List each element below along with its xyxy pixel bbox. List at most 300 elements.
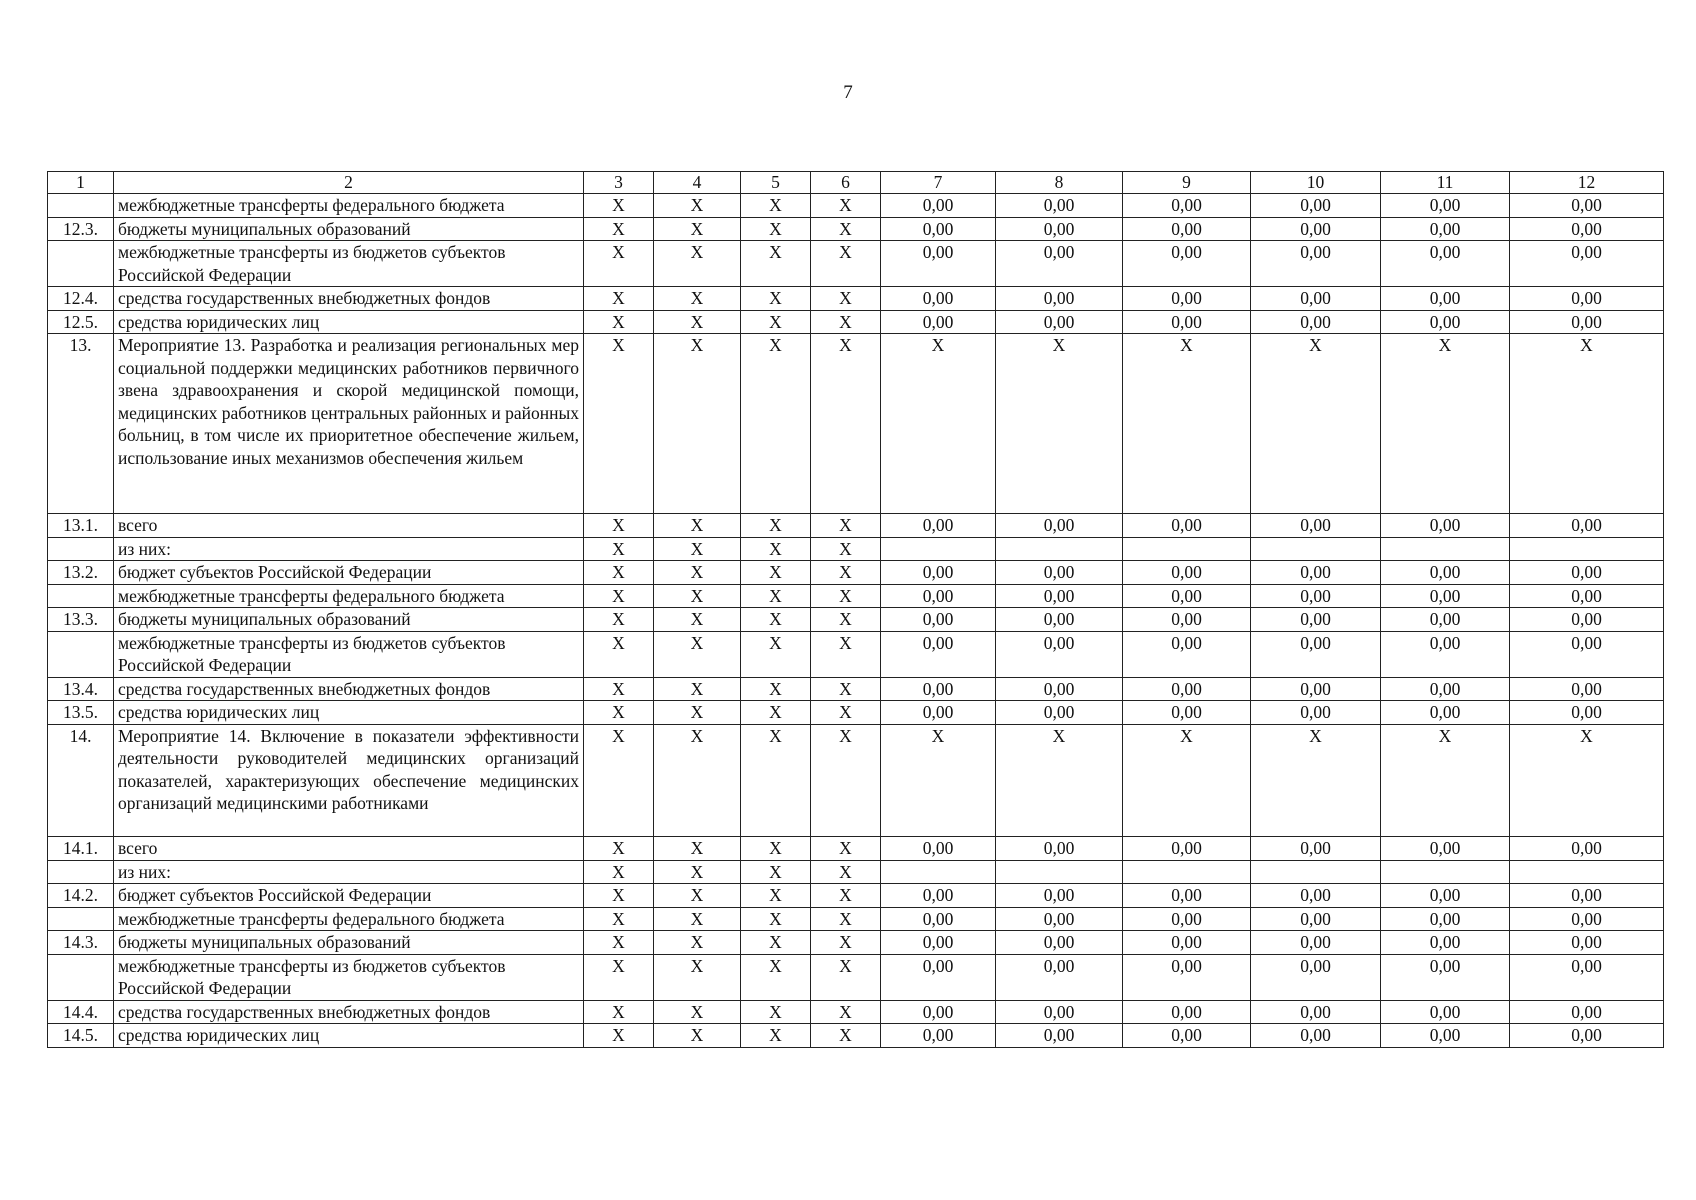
value-cell: X bbox=[811, 537, 881, 561]
value-cell: X bbox=[584, 561, 654, 585]
row-name-cell: межбюджетные трансферты из бюджетов субъектов Российской Федерации bbox=[114, 954, 584, 1000]
value-cell: X bbox=[811, 608, 881, 632]
column-number-cell: 10 bbox=[1251, 172, 1381, 194]
value-cell bbox=[996, 537, 1123, 561]
value-cell: X bbox=[741, 334, 811, 514]
value-cell: 0,00 bbox=[881, 561, 996, 585]
table-row bbox=[48, 931, 1664, 955]
row-name-cell: средства государственных внебюджетных фондов bbox=[114, 287, 584, 311]
value-cell: X bbox=[654, 537, 741, 561]
value-cell: 0,00 bbox=[996, 608, 1123, 632]
value-cell: X bbox=[811, 724, 881, 837]
column-number-cell: 3 bbox=[584, 172, 654, 194]
value-cell: 0,00 bbox=[1381, 954, 1510, 1000]
value-cell: X bbox=[741, 631, 811, 677]
value-cell: 0,00 bbox=[1510, 241, 1664, 287]
value-cell: X bbox=[811, 701, 881, 725]
value-cell: 0,00 bbox=[1123, 217, 1251, 241]
value-cell: 0,00 bbox=[996, 1024, 1123, 1048]
value-cell: X bbox=[584, 701, 654, 725]
table-row bbox=[48, 837, 1664, 861]
row-number-cell bbox=[48, 860, 114, 884]
value-cell: 0,00 bbox=[1123, 561, 1251, 585]
value-cell: 0,00 bbox=[1510, 677, 1664, 701]
row-number-cell: 13.2. bbox=[48, 561, 114, 585]
value-cell: 0,00 bbox=[1123, 1024, 1251, 1048]
row-name-cell: Мероприятие 13. Разработка и реализация региональных мер социальной поддержки медицинских работников первичного звена здравоохранения и скорой медицинской помощи, медицинских работников центральных районных и районных больниц, в том числе их приоритетное обеспечение жильем, использование иных механизмов обеспечения жильем bbox=[114, 334, 584, 514]
page-number: 7 bbox=[843, 82, 853, 103]
column-number-cell: 1 bbox=[48, 172, 114, 194]
value-cell: 0,00 bbox=[1251, 584, 1381, 608]
row-name-cell: межбюджетные трансферты из бюджетов субъектов Российской Федерации bbox=[114, 241, 584, 287]
value-cell: 0,00 bbox=[996, 631, 1123, 677]
value-cell: 0,00 bbox=[1123, 241, 1251, 287]
value-cell: X bbox=[654, 954, 741, 1000]
column-number-row bbox=[48, 172, 1664, 194]
value-cell: 0,00 bbox=[881, 907, 996, 931]
row-number-cell bbox=[48, 537, 114, 561]
value-cell: X bbox=[654, 514, 741, 538]
value-cell: X bbox=[741, 677, 811, 701]
value-cell: X bbox=[741, 724, 811, 837]
value-cell: 0,00 bbox=[1381, 1000, 1510, 1024]
value-cell: 0,00 bbox=[996, 931, 1123, 955]
table-body bbox=[48, 172, 1664, 1048]
value-cell: 0,00 bbox=[1123, 310, 1251, 334]
row-name-cell: межбюджетные трансферты федерального бюджета bbox=[114, 194, 584, 218]
table-row bbox=[48, 514, 1664, 538]
value-cell: X bbox=[1381, 334, 1510, 514]
value-cell: X bbox=[741, 837, 811, 861]
value-cell: 0,00 bbox=[996, 561, 1123, 585]
value-cell: X bbox=[811, 334, 881, 514]
row-name-cell: бюджет субъектов Российской Федерации bbox=[114, 884, 584, 908]
value-cell: X bbox=[584, 860, 654, 884]
value-cell: X bbox=[741, 860, 811, 884]
value-cell: X bbox=[654, 584, 741, 608]
table-row bbox=[48, 287, 1664, 311]
value-cell: X bbox=[811, 677, 881, 701]
column-number-cell: 2 bbox=[114, 172, 584, 194]
value-cell: X bbox=[654, 194, 741, 218]
value-cell bbox=[1123, 860, 1251, 884]
table-row bbox=[48, 907, 1664, 931]
value-cell: X bbox=[1510, 334, 1664, 514]
row-name-cell: Мероприятие 14. Включение в показатели эффективности деятельности руководителей медицинских организаций показателей, характеризующих обеспечение медицинских организаций медицинскими работниками bbox=[114, 724, 584, 837]
value-cell: 0,00 bbox=[1381, 931, 1510, 955]
value-cell: 0,00 bbox=[1123, 584, 1251, 608]
value-cell: 0,00 bbox=[1381, 907, 1510, 931]
value-cell: X bbox=[741, 537, 811, 561]
value-cell: X bbox=[741, 217, 811, 241]
value-cell: X bbox=[741, 1000, 811, 1024]
value-cell: X bbox=[741, 954, 811, 1000]
value-cell: 0,00 bbox=[1381, 217, 1510, 241]
value-cell: 0,00 bbox=[881, 1024, 996, 1048]
value-cell: 0,00 bbox=[1510, 561, 1664, 585]
table-row bbox=[48, 724, 1664, 837]
value-cell: 0,00 bbox=[881, 884, 996, 908]
value-cell: 0,00 bbox=[996, 310, 1123, 334]
value-cell: 0,00 bbox=[996, 677, 1123, 701]
value-cell: X bbox=[811, 907, 881, 931]
column-number-cell: 5 bbox=[741, 172, 811, 194]
value-cell: X bbox=[654, 860, 741, 884]
value-cell: X bbox=[584, 631, 654, 677]
column-number-cell: 7 bbox=[881, 172, 996, 194]
value-cell: 0,00 bbox=[1123, 884, 1251, 908]
value-cell: 0,00 bbox=[1510, 1000, 1664, 1024]
value-cell: 0,00 bbox=[1381, 310, 1510, 334]
value-cell: X bbox=[584, 884, 654, 908]
value-cell: 0,00 bbox=[1381, 884, 1510, 908]
value-cell: X bbox=[654, 287, 741, 311]
value-cell: 0,00 bbox=[1251, 1000, 1381, 1024]
value-cell: X bbox=[654, 608, 741, 632]
value-cell: X bbox=[654, 677, 741, 701]
value-cell: X bbox=[1381, 724, 1510, 837]
row-number-cell: 14.3. bbox=[48, 931, 114, 955]
value-cell: X bbox=[811, 860, 881, 884]
table-row bbox=[48, 217, 1664, 241]
row-number-cell bbox=[48, 194, 114, 218]
value-cell: 0,00 bbox=[1381, 608, 1510, 632]
value-cell: 0,00 bbox=[1510, 954, 1664, 1000]
value-cell: X bbox=[996, 724, 1123, 837]
value-cell: 0,00 bbox=[1381, 584, 1510, 608]
table-row bbox=[48, 701, 1664, 725]
value-cell: 0,00 bbox=[1251, 884, 1381, 908]
value-cell: 0,00 bbox=[1123, 907, 1251, 931]
value-cell: 0,00 bbox=[881, 954, 996, 1000]
value-cell: 0,00 bbox=[1123, 954, 1251, 1000]
value-cell: 0,00 bbox=[1251, 514, 1381, 538]
value-cell: 0,00 bbox=[1510, 837, 1664, 861]
value-cell: 0,00 bbox=[1381, 677, 1510, 701]
column-number-cell: 4 bbox=[654, 172, 741, 194]
value-cell: X bbox=[741, 514, 811, 538]
value-cell: 0,00 bbox=[996, 241, 1123, 287]
value-cell: X bbox=[741, 1024, 811, 1048]
value-cell: 0,00 bbox=[1510, 514, 1664, 538]
value-cell: X bbox=[584, 677, 654, 701]
column-number-cell: 11 bbox=[1381, 172, 1510, 194]
value-cell: 0,00 bbox=[1251, 1024, 1381, 1048]
value-cell: 0,00 bbox=[881, 217, 996, 241]
value-cell bbox=[1251, 860, 1381, 884]
value-cell: 0,00 bbox=[881, 1000, 996, 1024]
value-cell: X bbox=[654, 907, 741, 931]
value-cell: 0,00 bbox=[1510, 701, 1664, 725]
value-cell: X bbox=[811, 241, 881, 287]
value-cell: 0,00 bbox=[881, 584, 996, 608]
row-name-cell: всего bbox=[114, 514, 584, 538]
value-cell: 0,00 bbox=[1381, 837, 1510, 861]
value-cell: 0,00 bbox=[996, 907, 1123, 931]
value-cell: X bbox=[584, 537, 654, 561]
value-cell: 0,00 bbox=[996, 837, 1123, 861]
value-cell: 0,00 bbox=[1251, 241, 1381, 287]
value-cell: X bbox=[584, 907, 654, 931]
value-cell: X bbox=[741, 608, 811, 632]
value-cell bbox=[881, 537, 996, 561]
value-cell: X bbox=[654, 1024, 741, 1048]
table-row bbox=[48, 860, 1664, 884]
row-name-cell: средства государственных внебюджетных фондов bbox=[114, 677, 584, 701]
value-cell: 0,00 bbox=[1381, 194, 1510, 218]
value-cell: X bbox=[1123, 724, 1251, 837]
value-cell: X bbox=[654, 561, 741, 585]
row-name-cell: средства юридических лиц bbox=[114, 310, 584, 334]
value-cell: X bbox=[654, 724, 741, 837]
value-cell: X bbox=[1251, 334, 1381, 514]
value-cell: 0,00 bbox=[881, 631, 996, 677]
row-name-cell: средства юридических лиц bbox=[114, 701, 584, 725]
value-cell: 0,00 bbox=[996, 701, 1123, 725]
value-cell: 0,00 bbox=[881, 608, 996, 632]
value-cell: 0,00 bbox=[1510, 310, 1664, 334]
value-cell: 0,00 bbox=[1251, 310, 1381, 334]
value-cell: 0,00 bbox=[1251, 608, 1381, 632]
table-row bbox=[48, 561, 1664, 585]
value-cell: 0,00 bbox=[881, 837, 996, 861]
table-row bbox=[48, 631, 1664, 677]
value-cell: X bbox=[654, 931, 741, 955]
value-cell: X bbox=[584, 608, 654, 632]
value-cell: 0,00 bbox=[996, 1000, 1123, 1024]
row-name-cell: из них: bbox=[114, 860, 584, 884]
value-cell: X bbox=[811, 954, 881, 1000]
value-cell: 0,00 bbox=[1123, 608, 1251, 632]
row-name-cell: бюджеты муниципальных образований bbox=[114, 931, 584, 955]
row-number-cell bbox=[48, 584, 114, 608]
row-number-cell: 14.4. bbox=[48, 1000, 114, 1024]
value-cell: X bbox=[741, 701, 811, 725]
value-cell: 0,00 bbox=[996, 584, 1123, 608]
value-cell: 0,00 bbox=[1251, 677, 1381, 701]
value-cell: 0,00 bbox=[1381, 241, 1510, 287]
table-row bbox=[48, 1024, 1664, 1048]
table-row bbox=[48, 584, 1664, 608]
value-cell: X bbox=[654, 1000, 741, 1024]
value-cell bbox=[1510, 860, 1664, 884]
value-cell: 0,00 bbox=[996, 884, 1123, 908]
value-cell: 0,00 bbox=[1510, 907, 1664, 931]
value-cell: X bbox=[654, 310, 741, 334]
table-row bbox=[48, 608, 1664, 632]
value-cell: X bbox=[811, 310, 881, 334]
value-cell: 0,00 bbox=[1251, 837, 1381, 861]
value-cell: 0,00 bbox=[881, 677, 996, 701]
row-number-cell: 13. bbox=[48, 334, 114, 514]
value-cell: 0,00 bbox=[1510, 194, 1664, 218]
budget-table bbox=[47, 171, 1664, 1048]
value-cell: 0,00 bbox=[1251, 561, 1381, 585]
value-cell: X bbox=[811, 217, 881, 241]
value-cell: X bbox=[654, 701, 741, 725]
value-cell: 0,00 bbox=[1510, 217, 1664, 241]
value-cell: 0,00 bbox=[1251, 287, 1381, 311]
value-cell: 0,00 bbox=[881, 931, 996, 955]
value-cell: 0,00 bbox=[1381, 514, 1510, 538]
row-number-cell bbox=[48, 631, 114, 677]
column-number-cell: 6 bbox=[811, 172, 881, 194]
value-cell: X bbox=[811, 514, 881, 538]
value-cell: 0,00 bbox=[1510, 1024, 1664, 1048]
value-cell: 0,00 bbox=[1510, 631, 1664, 677]
value-cell: X bbox=[584, 724, 654, 837]
value-cell: X bbox=[811, 287, 881, 311]
value-cell bbox=[996, 860, 1123, 884]
value-cell: 0,00 bbox=[881, 241, 996, 287]
value-cell: 0,00 bbox=[1123, 631, 1251, 677]
value-cell: 0,00 bbox=[1251, 631, 1381, 677]
value-cell: 0,00 bbox=[1381, 1024, 1510, 1048]
value-cell: 0,00 bbox=[1381, 561, 1510, 585]
table-row bbox=[48, 677, 1664, 701]
value-cell: X bbox=[584, 514, 654, 538]
row-number-cell bbox=[48, 954, 114, 1000]
value-cell: 0,00 bbox=[881, 194, 996, 218]
value-cell bbox=[1510, 537, 1664, 561]
value-cell: 0,00 bbox=[881, 310, 996, 334]
value-cell: 0,00 bbox=[1251, 931, 1381, 955]
value-cell: X bbox=[584, 1000, 654, 1024]
value-cell bbox=[1251, 537, 1381, 561]
value-cell: X bbox=[996, 334, 1123, 514]
value-cell: 0,00 bbox=[1381, 701, 1510, 725]
row-number-cell: 13.5. bbox=[48, 701, 114, 725]
value-cell: X bbox=[741, 194, 811, 218]
value-cell: 0,00 bbox=[881, 287, 996, 311]
value-cell: 0,00 bbox=[1123, 1000, 1251, 1024]
value-cell: 0,00 bbox=[1123, 677, 1251, 701]
value-cell: 0,00 bbox=[996, 194, 1123, 218]
value-cell: 0,00 bbox=[1251, 217, 1381, 241]
value-cell: X bbox=[811, 837, 881, 861]
value-cell: 0,00 bbox=[996, 217, 1123, 241]
row-name-cell: средства юридических лиц bbox=[114, 1024, 584, 1048]
column-number-cell: 8 bbox=[996, 172, 1123, 194]
value-cell: 0,00 bbox=[1123, 287, 1251, 311]
value-cell: 0,00 bbox=[1510, 884, 1664, 908]
value-cell: X bbox=[584, 1024, 654, 1048]
value-cell: 0,00 bbox=[1251, 194, 1381, 218]
value-cell: X bbox=[654, 241, 741, 287]
value-cell: X bbox=[584, 287, 654, 311]
row-number-cell: 12.3. bbox=[48, 217, 114, 241]
row-name-cell: межбюджетные трансферты федерального бюджета bbox=[114, 584, 584, 608]
value-cell bbox=[1381, 860, 1510, 884]
table-row bbox=[48, 334, 1664, 514]
value-cell: X bbox=[811, 884, 881, 908]
value-cell: 0,00 bbox=[1123, 701, 1251, 725]
value-cell: X bbox=[584, 584, 654, 608]
column-number-cell: 12 bbox=[1510, 172, 1664, 194]
value-cell: 0,00 bbox=[1123, 514, 1251, 538]
value-cell: X bbox=[1123, 334, 1251, 514]
row-name-cell: средства государственных внебюджетных фондов bbox=[114, 1000, 584, 1024]
row-number-cell bbox=[48, 241, 114, 287]
value-cell: 0,00 bbox=[1510, 287, 1664, 311]
row-number-cell: 13.3. bbox=[48, 608, 114, 632]
value-cell: X bbox=[654, 217, 741, 241]
value-cell: 0,00 bbox=[1123, 837, 1251, 861]
value-cell: 0,00 bbox=[1123, 931, 1251, 955]
row-number-cell: 14.2. bbox=[48, 884, 114, 908]
value-cell: X bbox=[584, 334, 654, 514]
value-cell: X bbox=[584, 217, 654, 241]
row-number-cell: 14.1. bbox=[48, 837, 114, 861]
value-cell: X bbox=[654, 631, 741, 677]
row-name-cell: всего bbox=[114, 837, 584, 861]
value-cell: X bbox=[811, 1000, 881, 1024]
value-cell: X bbox=[741, 310, 811, 334]
value-cell bbox=[1123, 537, 1251, 561]
value-cell: X bbox=[1251, 724, 1381, 837]
value-cell: X bbox=[881, 724, 996, 837]
table-row bbox=[48, 884, 1664, 908]
table-row bbox=[48, 1000, 1664, 1024]
row-name-cell: из них: bbox=[114, 537, 584, 561]
value-cell bbox=[1381, 537, 1510, 561]
row-number-cell: 14.5. bbox=[48, 1024, 114, 1048]
value-cell: X bbox=[741, 241, 811, 287]
value-cell: 0,00 bbox=[1381, 631, 1510, 677]
row-number-cell: 13.1. bbox=[48, 514, 114, 538]
value-cell: X bbox=[881, 334, 996, 514]
row-number-cell: 12.4. bbox=[48, 287, 114, 311]
value-cell: X bbox=[584, 194, 654, 218]
value-cell: X bbox=[741, 287, 811, 311]
value-cell: X bbox=[811, 584, 881, 608]
table-row bbox=[48, 194, 1664, 218]
row-number-cell: 12.5. bbox=[48, 310, 114, 334]
value-cell: X bbox=[811, 631, 881, 677]
row-number-cell bbox=[48, 907, 114, 931]
value-cell: 0,00 bbox=[1510, 931, 1664, 955]
value-cell: X bbox=[741, 584, 811, 608]
row-name-cell: бюджет субъектов Российской Федерации bbox=[114, 561, 584, 585]
table-row bbox=[48, 537, 1664, 561]
row-name-cell: межбюджетные трансферты из бюджетов субъектов Российской Федерации bbox=[114, 631, 584, 677]
table-row bbox=[48, 310, 1664, 334]
value-cell: X bbox=[584, 241, 654, 287]
row-number-cell: 13.4. bbox=[48, 677, 114, 701]
row-name-cell: межбюджетные трансферты федерального бюджета bbox=[114, 907, 584, 931]
value-cell: X bbox=[811, 1024, 881, 1048]
row-number-cell: 14. bbox=[48, 724, 114, 837]
value-cell: 0,00 bbox=[881, 701, 996, 725]
value-cell: X bbox=[741, 561, 811, 585]
value-cell: 0,00 bbox=[1251, 907, 1381, 931]
value-cell: X bbox=[811, 561, 881, 585]
value-cell: X bbox=[811, 194, 881, 218]
value-cell: X bbox=[654, 334, 741, 514]
value-cell: 0,00 bbox=[881, 514, 996, 538]
row-name-cell: бюджеты муниципальных образований bbox=[114, 217, 584, 241]
value-cell: X bbox=[584, 931, 654, 955]
value-cell: X bbox=[741, 931, 811, 955]
value-cell: X bbox=[741, 884, 811, 908]
value-cell: X bbox=[741, 907, 811, 931]
column-number-cell: 9 bbox=[1123, 172, 1251, 194]
table-row bbox=[48, 241, 1664, 287]
value-cell: X bbox=[1510, 724, 1664, 837]
value-cell: 0,00 bbox=[1251, 701, 1381, 725]
value-cell: X bbox=[811, 931, 881, 955]
value-cell: 0,00 bbox=[1510, 584, 1664, 608]
